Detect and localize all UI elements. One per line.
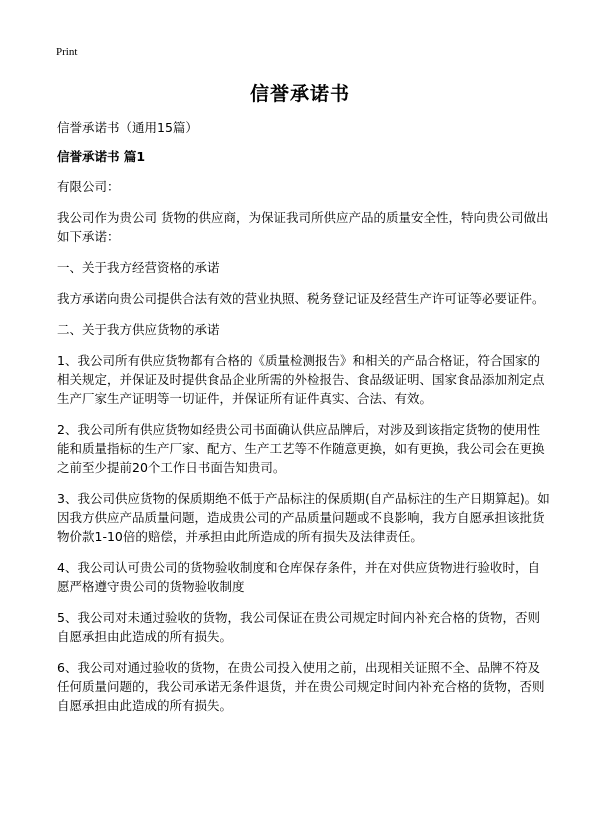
section-heading: 信誉承诺书 篇1 [57,149,146,164]
clause-heading-supply: 二、关于我方供应货物的承诺 [57,322,220,337]
supply-item-6: 6、我公司对通过验收的货物，在贵公司投入使用之前，出现相关证照不全、品牌不符及任何质量问题的，我公司承诺无条件退货，并在贵公司规定时间内补充合格的货物，否则自愿承担由此造成的所有损失。 [57,660,545,713]
clause-heading-qualification: 一、关于我方经营资格的承诺 [57,260,220,275]
supply-item-4: 4、我公司认可贵公司的货物验收制度和仓库保存条件，并在对供应货物进行验收时，自愿严格遵守贵公司的货物验收制度 [57,560,540,594]
document-subtitle: 信誉承诺书（通用15篇） [57,120,198,135]
document-body [57,118,551,727]
intro-paragraph: 我公司作为贵公司 货物的供应商，为保证我司所供应产品的质量安全性，特向贵公司做出如下承诺： [57,210,549,244]
supply-item-2: 2、我公司所有供应货物如经贵公司书面确认供应品牌后，对涉及到该指定货物的使用性能和质量指标的生产厂家、配方、生产工艺等不作随意更换，如有更换，我公司会在更换之前至少提前20个工作日书面告知贵司。 [57,422,545,475]
supply-item-5: 5、我公司对未通过验收的货物，我公司保证在贵公司规定时间内补充合格的货物，否则自愿承担由此造成的所有损失。 [57,610,540,644]
supply-item-3: 3、我公司供应货物的保质期绝不低于产品标注的保质期(自产品标注的生产日期算起)。如因我方供应产品质量问题，造成贵公司的产品质量问题或不良影响，我方自愿承担该批货物价款1-10倍的赔偿，并承担由此所造成的所有损失及法律责任。 [57,491,550,544]
salutation: 有限公司： [57,179,120,194]
supply-item-1: 1、我公司所有供应货物都有合格的《质量检测报告》和相关的产品合格证，符合国家的相关规定，并保证及时提供食品企业所需的外检报告、食品级证明、国家食品添加剂定点生产厂家生产证明等一切证件，并保证所有证件真实、合法、有效。 [57,353,545,406]
print-label: Print [56,46,78,58]
page-title: 信誉承诺书 [249,83,350,105]
qualification-paragraph: 我方承诺向贵公司提供合法有效的营业执照、税务登记证及经营生产许可证等必要证件。 [57,291,545,306]
